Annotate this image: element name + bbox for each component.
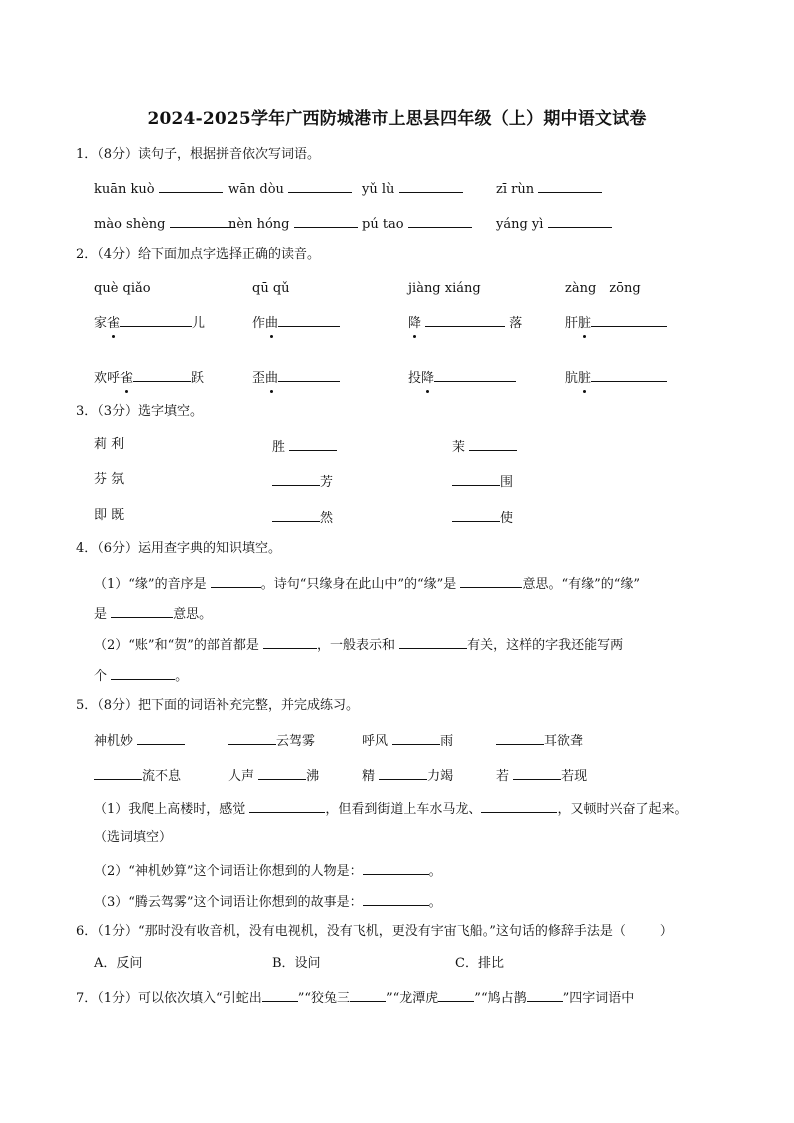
exam-title: 2024-2025学年广西防城港市上思县四年级（上）期中语文试卷: [147, 109, 647, 129]
choice-b[interactable]: B．设问: [272, 956, 321, 971]
answer-blank[interactable]: [159, 178, 223, 193]
idiom-item: 若 若现: [496, 765, 587, 786]
answer-blank[interactable]: [399, 634, 467, 649]
answer-blank[interactable]: [469, 436, 517, 451]
idiom-item: 神机妙: [94, 730, 185, 751]
dotted-char: 脏: [578, 316, 592, 331]
reading-option: jiàng xiáng: [408, 281, 481, 296]
answer-blank[interactable]: [460, 573, 522, 588]
fill-item: 芳: [272, 471, 333, 492]
answer-blank[interactable]: [548, 213, 612, 228]
answer-blank[interactable]: [425, 312, 505, 327]
dotted-char: 降: [421, 371, 435, 386]
idiom-item: 人声 沸: [228, 765, 319, 786]
idiom-item: 呼风 雨: [362, 730, 453, 751]
question-prompt: （6分）运用查字典的知识填空。: [97, 541, 282, 556]
answer-blank[interactable]: [278, 367, 340, 382]
question-number: 3．: [76, 404, 98, 419]
sentence: （1）我爬上高楼时，感觉 ，但看到街道上车水马龙、 ，又顿时兴奋了起来。: [94, 798, 687, 819]
answer-blank[interactable]: [111, 603, 173, 618]
answer-blank[interactable]: [94, 765, 142, 780]
question-prompt: （1分）“那时没有收音机，没有电视机，没有飞机，更没有宇宙飞船。”这句话的修辞手法是（: [97, 924, 626, 939]
question-number: 6．: [76, 924, 98, 939]
question-number: 2．: [76, 247, 98, 262]
question-6: 6．（1分）“那时没有收音机，没有电视机，没有飞机，更没有宇宙飞船。”这句话的修辞手法是（ ）: [76, 924, 673, 939]
idiom-item: 耳欲聋: [496, 730, 583, 751]
question-prompt: （8分）把下面的词语补充完整，并完成练习。: [97, 698, 360, 713]
answer-blank[interactable]: [120, 312, 192, 327]
question-number: 4．: [76, 541, 98, 556]
dotted-char: 曲: [265, 371, 279, 386]
answer-blank[interactable]: [438, 987, 474, 1002]
question-prompt: （3分）选字填空。: [97, 404, 204, 419]
sentence: （1）“缘”的音序是 。诗句“只缘身在此山中”的“缘”是 意思。“有缘”的“缘”: [94, 573, 640, 594]
pinyin-item: wān dòu: [228, 178, 352, 199]
answer-blank[interactable]: [513, 765, 561, 780]
pinyin-item: yǔ lù: [362, 178, 463, 199]
answer-blank[interactable]: [258, 765, 306, 780]
answer-blank[interactable]: [591, 367, 667, 382]
fill-item: 使: [452, 507, 513, 528]
word-item: 投降: [408, 367, 516, 388]
answer-blank[interactable]: [399, 178, 463, 193]
answer-blank[interactable]: [111, 665, 175, 680]
answer-blank[interactable]: [272, 507, 320, 522]
word-item: 歪曲: [252, 367, 340, 388]
idiom-item: 云驾雾: [228, 730, 315, 751]
pinyin-item: mào shèng: [94, 213, 234, 234]
word-item: 肮脏: [565, 367, 667, 388]
sentence: （2）“账”和“贺”的部首都是 ，一般表示和 有关，这样的字我还能写两: [94, 634, 623, 655]
answer-blank[interactable]: [211, 573, 261, 588]
fill-item: 围: [452, 471, 513, 492]
note: （选词填空）: [94, 830, 173, 845]
answer-blank[interactable]: [249, 798, 325, 813]
choice-a[interactable]: A．反问: [94, 956, 143, 971]
answer-blank[interactable]: [408, 213, 472, 228]
sentence: 是 意思。: [94, 603, 212, 624]
reading-option: què qiǎo: [94, 281, 151, 296]
choice-c[interactable]: C．排比: [455, 956, 504, 971]
question-number: 7．: [76, 991, 98, 1006]
reading-option: zàng zōng: [565, 281, 641, 296]
answer-blank[interactable]: [452, 507, 500, 522]
answer-blank[interactable]: [379, 765, 427, 780]
char-pair: 即 既: [94, 508, 125, 523]
answer-blank[interactable]: [294, 213, 358, 228]
pinyin-item: nèn hóng: [228, 213, 358, 234]
fill-item: 胜: [272, 436, 337, 457]
pinyin-item: pú tao: [362, 213, 472, 234]
question-1: [76, 146, 320, 164]
answer-blank[interactable]: [591, 312, 667, 327]
question-3: [76, 403, 203, 421]
char-pair: 芬 氛: [94, 472, 125, 487]
answer-blank[interactable]: [228, 730, 276, 745]
answer-blank[interactable]: [527, 987, 563, 1002]
fill-item: 茉: [452, 436, 517, 457]
dotted-char: 脏: [578, 371, 592, 386]
word-item: 肝脏: [565, 312, 667, 333]
answer-blank[interactable]: [434, 367, 516, 382]
dotted-char: 雀: [120, 371, 134, 386]
answer-blank[interactable]: [363, 860, 429, 875]
sentence: （3）“腾云驾雾”这个词语让你想到的故事是： 。: [94, 891, 442, 912]
idiom-item: 精 力竭: [362, 765, 453, 786]
pinyin-item: yáng yì: [496, 213, 612, 234]
answer-blank[interactable]: [137, 730, 185, 745]
pinyin-item: kuān kuò: [94, 178, 223, 199]
answer-blank[interactable]: [288, 178, 352, 193]
question-5: [76, 697, 359, 715]
question-2: [76, 246, 320, 264]
answer-blank[interactable]: [133, 367, 191, 382]
answer-blank[interactable]: [289, 436, 337, 451]
question-prompt: （8分）读句子，根据拼音依次写词语。: [97, 147, 321, 162]
answer-blank[interactable]: [272, 471, 320, 486]
answer-blank[interactable]: [538, 178, 602, 193]
question-7: 7．（1分）可以依次填入“引蛇出 ”“狡兔三 ”“龙潭虎 ”“鸠占鹊 ”四字词语中: [76, 987, 634, 1008]
question-4: [76, 540, 281, 558]
answer-blank[interactable]: [496, 730, 544, 745]
answer-blank[interactable]: [363, 891, 429, 906]
question-number: 1．: [76, 147, 98, 162]
reading-option: qū qǔ: [252, 281, 290, 296]
char-pair: 莉 利: [94, 437, 125, 452]
dotted-char: 降: [408, 316, 422, 331]
dotted-char: 曲: [265, 316, 279, 331]
answer-blank[interactable]: [392, 730, 440, 745]
fill-item: 然: [272, 507, 333, 528]
answer-blank[interactable]: [481, 798, 557, 813]
answer-blank[interactable]: [263, 634, 317, 649]
dotted-char: 雀: [107, 316, 121, 331]
idiom-item: 流不息: [94, 765, 181, 786]
answer-blank[interactable]: [350, 987, 386, 1002]
word-item: 欢呼雀 跃: [94, 367, 204, 388]
answer-blank[interactable]: [452, 471, 500, 486]
word-item: 家雀 儿: [94, 312, 205, 333]
word-item: 作曲: [252, 312, 340, 333]
sentence: 个 。: [94, 665, 188, 686]
answer-blank[interactable]: [278, 312, 340, 327]
pinyin-item: zī rùn: [496, 178, 602, 199]
answer-blank[interactable]: [262, 987, 298, 1002]
question-prompt: （4分）给下面加点字选择正确的读音。: [97, 247, 321, 262]
answer-blank[interactable]: [170, 213, 234, 228]
question-number: 5．: [76, 698, 98, 713]
word-item: 降 落: [408, 312, 522, 333]
sentence: （2）“神机妙算”这个词语让你想到的人物是： 。: [94, 860, 442, 881]
